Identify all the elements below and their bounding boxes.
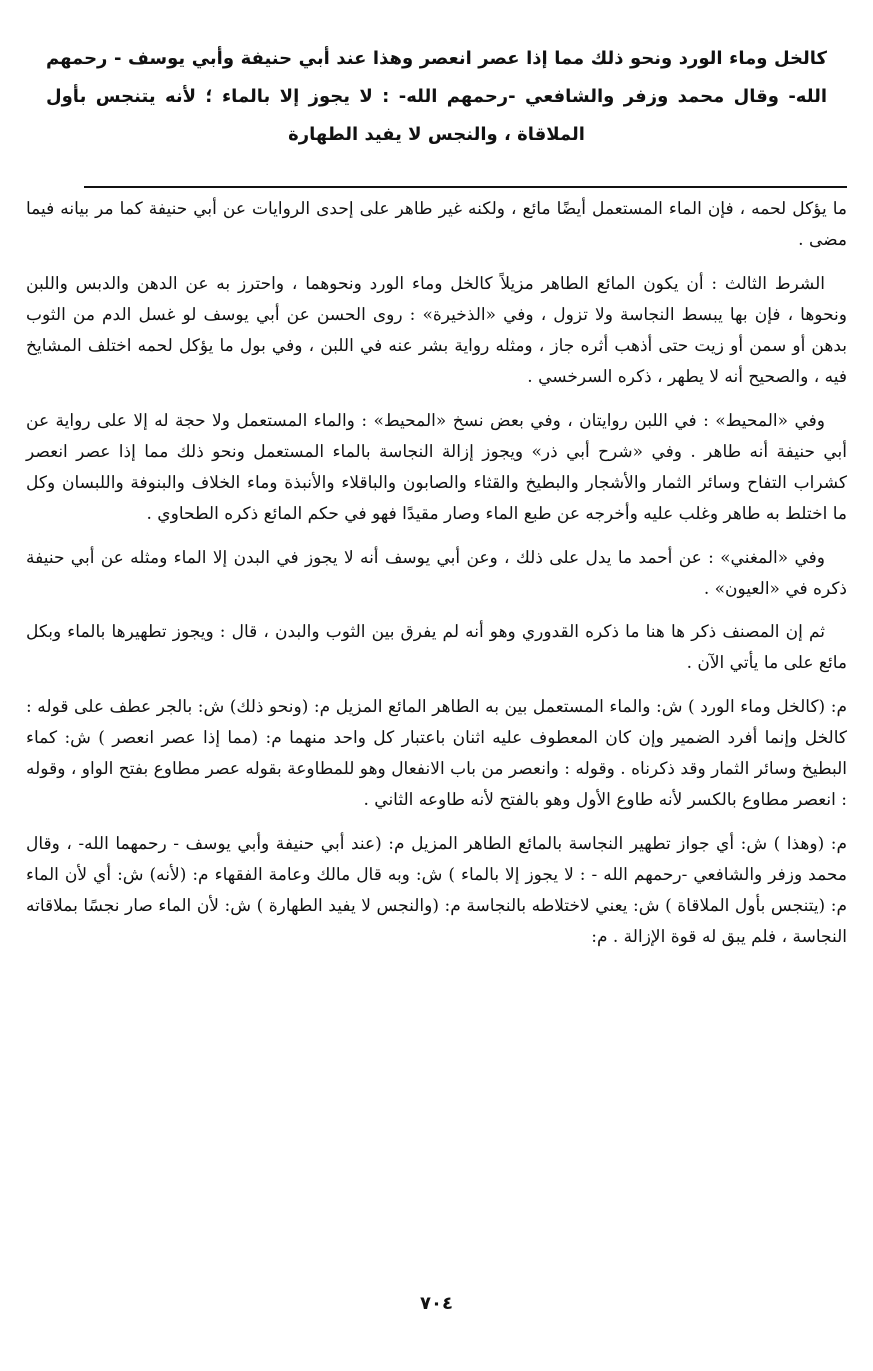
- book-page: [26, 0, 847, 1371]
- commentary-paragraph: وفي «المغني» : عن أحمد ما يدل على ذلك ، وعن أبي يوسف أنه لا يجوز في البدن إلا الماء ومثله عن أبي حنيفة ذكره في «العيون» .: [26, 547, 847, 599]
- commentary-paragraph: ثم إن المصنف ذكر ها هنا ما ذكره القدوري وهو أنه لم يفرق بين الثوب والبدن ، قال : ويجوز تطهيرها بالماء وبكل مائع على ما يأتي الآن .: [26, 622, 847, 674]
- matn-text: كالخل وماء الورد ونحو ذلك مما إذا عصر انعصر وهذا عند أبي حنيفة وأبي يوسف - رحمهم الله- وقال محمد وزفر والشافعي -رحمهم الله- : لا يجوز إلا بالماء ؛ لأنه يتنجس بأول الملاقاة ، والنجس لا يفيد الطهارة: [46, 48, 827, 145]
- commentary-paragraph: ما يؤكل لحمه ، فإن الماء المستعمل أيضًا مائع ، ولكنه غير طاهر على إحدى الروايات عن أبي حنيفة كما مر بيانه فيما مضى .: [26, 199, 847, 251]
- page-number: ٧٠٤: [420, 1293, 453, 1314]
- separator-rule: [84, 186, 847, 188]
- commentary-paragraph: وفي «المحيط» : في اللبن روايتان ، وفي بعض نسخ «المحيط» : والماء المستعمل ولا حجة له إلا على رواية عن أبي حنيفة أنه طاهر . وفي «شرح أبي ذر» ويجوز إزالة النجاسة بالماء المستعمل ونحو ذلك مما إذا عصر انعصر كشراب التفاح وسائر الثمار والأشجار والبطيخ والقثاء والصابون والباقلاء والأنبذة وماء الخلاف والبنوفة واللبسان وكل ما اختلط به طاهر وغلب عليه وأخرجه عن طبع الماء وصار مقيدًا فهو في حكم المائع ذكره الطحاوي .: [26, 410, 847, 525]
- commentary-paragraph: م: (كالخل وماء الورد ) ش: والماء المستعمل بين به الطاهر المائع المزيل م: (ونحو ذلك) ش: بالجر عطف على قوله : كالخل وإنما أفرد الضمير وإن كان المعطوف عليه اثنان باعتبار كل واحد منهما م: (مما إذا عصر انعصر ) ش: كماء البطيخ وسائر الثمار وقد ذكرناه . وقوله : وانعصر من باب الانفعال وهو للمطاوعة بقوله عصر مطاوع بفتح الواو ، وقوله : انعصر مطاوع بالكسر لأنه طاوع الأول وهو بالفتح لأنه طاوعه الثاني .: [26, 696, 847, 811]
- commentary-paragraph: الشرط الثالث : أن يكون المائع الطاهر مزيلاً كالخل وماء الورد ونحوهما ، واحترز به عن الدهن والدبس واللبن ونحوها ، فإن بها يبسط النجاسة ولا تزول ، وفي «الذخيرة» : روى الحسن عن أبي يوسف لو غسل الدم من الثوب بدهن أو سمن أو زيت حتى أذهب أثره جاز ، ومثله رواية بشر عنه في اللبن ، وفي بول ما يؤكل لحمه اختلف المشايخ فيه ، والصحيح أنه لا يطهر ، ذكره السرخسي .: [26, 273, 847, 388]
- commentary-body: [26, 194, 847, 966]
- commentary-paragraph: م: (وهذا ) ش: أي جواز تطهير النجاسة بالمائع الطاهر المزيل م: (عند أبي حنيفة وأبي يوسف - رحمهما الله- ، وقال محمد وزفر والشافعي -رحمهم الله - : لا يجوز إلا بالماء ) ش: وبه قال مالك وعامة الفقهاء م: (لأنه) ش: أي لأن الماء م: (يتنجس بأول الملاقاة ) ش: يعني لاختلاطه بالنجاسة م: (والنجس لا يفيد الطهارة ) ش: لأن الماء صار نجسًا بملاقاته النجاسة ، فلم يبق له قوة الإزالة . م:: [26, 833, 847, 948]
